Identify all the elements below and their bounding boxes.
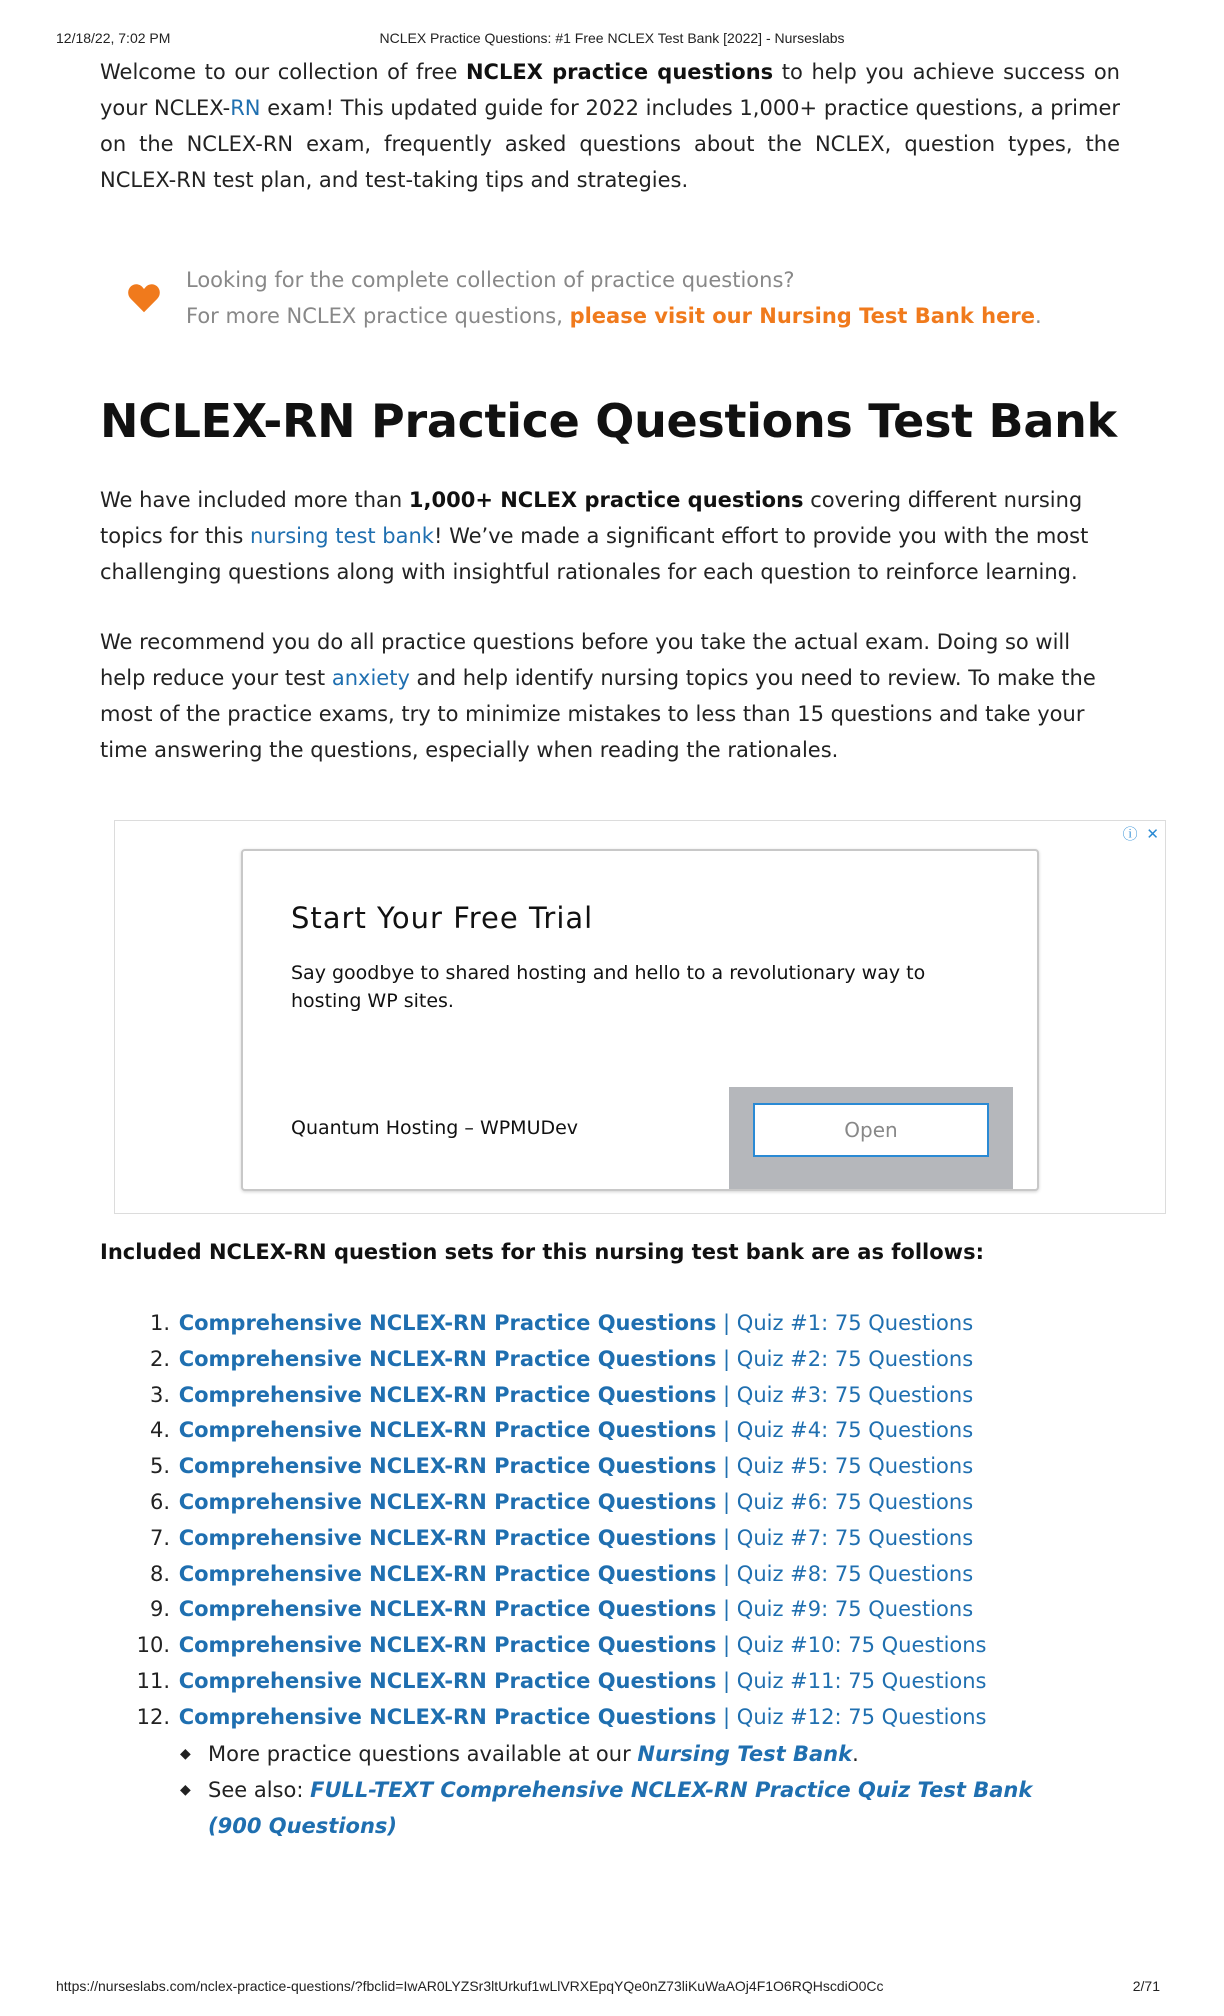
rn-link[interactable]: RN — [230, 96, 261, 120]
para-bold: 1,000+ NCLEX practice questions — [408, 488, 804, 512]
list-number: 1. — [149, 1311, 170, 1335]
quiz-sub-link[interactable]: Quiz #1: 75 Questions — [736, 1311, 974, 1335]
separator: | — [716, 1418, 737, 1443]
quiz-link[interactable]: Comprehensive NCLEX-RN Practice Questions — [178, 1525, 717, 1550]
nursing-test-bank-link[interactable]: nursing test bank — [249, 524, 434, 548]
para2 — [100, 624, 1120, 768]
bullet-icon: ◆ — [180, 1782, 191, 1798]
intro-text: to help you achieve success on your NCLEX- — [100, 60, 1120, 120]
bullet-text: . — [852, 1742, 859, 1766]
intro-paragraph — [100, 54, 1120, 198]
separator: | — [716, 1489, 737, 1514]
print-header — [0, 30, 1224, 52]
notice-text: For more NCLEX practice questions, — [186, 304, 570, 328]
bullet-icon: ◆ — [180, 1746, 191, 1762]
list-item — [100, 1306, 987, 1342]
list-number: 5. — [149, 1454, 170, 1479]
quiz-sub-link[interactable]: Quiz #7: 75 Questions — [736, 1525, 974, 1550]
more-links-list — [180, 1736, 1080, 1844]
ad-sponsor: Quantum Hosting – WPMUDev — [291, 1117, 579, 1139]
intro-text: exam! This updated guide for 2022 includes 1,000+ practice questions, a primer on the NCLEX-RN exam, frequently asked questions about the NCLEX, question types, the NCLEX-RN test plan, and test-taking tips and strategies. — [100, 96, 1120, 192]
print-title: NCLEX Practice Questions: #1 Free NCLEX Test Bank [2022] - Nurseslabs — [379, 30, 845, 46]
notice-line1: Looking for the complete collection of practice questions? — [186, 268, 795, 292]
list-number: 9. — [149, 1597, 170, 1622]
list-number: 7. — [149, 1525, 170, 1550]
intro-text: Welcome to our collection of free — [100, 60, 466, 84]
notice-text: . — [1034, 304, 1042, 328]
ad-description: Say goodbye to shared hosting and hello to a revolutionary way to hosting WP sites. — [291, 962, 926, 1012]
quiz-link[interactable]: Comprehensive NCLEX-RN Practice Questions — [178, 1454, 717, 1479]
quiz-link[interactable]: Comprehensive NCLEX-RN Practice Questions — [178, 1418, 717, 1443]
list-number: 3. — [149, 1382, 170, 1407]
page-heading: NCLEX-RN Practice Questions Test Bank — [100, 394, 1117, 448]
quiz-link[interactable]: Comprehensive NCLEX-RN Practice Questions — [178, 1346, 717, 1371]
test-bank-notice — [126, 262, 1126, 342]
list-item — [100, 1521, 987, 1557]
quiz-sub-link[interactable]: Quiz #2: 75 Questions — [736, 1346, 974, 1371]
question-sets-heading: Included NCLEX-RN question sets for this nursing test bank are as follows: — [100, 1240, 984, 1264]
quiz-list — [100, 1306, 987, 1736]
para-text: and help identify nursing topics you need to review. To make the most of the practice exams, try to minimize mistakes to less than 15 questions and take your time answering the questions, especially when reading the rationales. — [100, 666, 1096, 762]
page-number: 2/71 — [1132, 1978, 1160, 1994]
list-item — [100, 1378, 987, 1414]
intro-bold: NCLEX practice questions — [465, 60, 774, 84]
separator: | — [716, 1668, 737, 1693]
list-item — [100, 1413, 987, 1449]
quiz-sub-link[interactable]: Quiz #12: 75 Questions — [736, 1704, 987, 1729]
list-item — [180, 1736, 1080, 1772]
list-item — [100, 1700, 987, 1736]
quiz-sub-link[interactable]: Quiz #4: 75 Questions — [736, 1418, 974, 1443]
quiz-sub-link[interactable]: Quiz #11: 75 Questions — [736, 1668, 987, 1693]
quiz-sub-link[interactable]: Quiz #10: 75 Questions — [736, 1633, 987, 1658]
bullet-text: See also: — [208, 1778, 311, 1802]
print-footer — [0, 1978, 1224, 2000]
para-text: We recommend you do all practice questions before you take the actual exam. Doing so will help reduce your test — [100, 630, 1071, 690]
separator: | — [716, 1597, 737, 1622]
para-text: ! We’ve made a significant effort to provide you with the most challenging questions along with insightful rationales for each question to reinforce learning. — [100, 524, 1089, 584]
separator: | — [716, 1704, 737, 1729]
quiz-link[interactable]: Comprehensive NCLEX-RN Practice Questions — [178, 1668, 717, 1693]
quiz-sub-link[interactable]: Quiz #5: 75 Questions — [736, 1454, 974, 1479]
list-item — [100, 1449, 987, 1485]
print-url: https://nurseslabs.com/nclex-practice-questions/?fbclid=IwAR0LYZSr3ltUrkuf1wLlVRXEpqYQe0nZ73liKuWaAOj4F1O6RQHscdiO0Cc — [56, 1978, 884, 1994]
anxiety-link[interactable]: anxiety — [331, 666, 410, 690]
list-item — [100, 1342, 987, 1378]
list-item — [100, 1664, 987, 1700]
ad-button-area — [729, 1087, 1013, 1189]
notice-line2 — [186, 298, 1042, 334]
list-number: 12. — [136, 1704, 170, 1729]
ad-title: Start Your Free Trial — [291, 901, 594, 935]
para-text: We have included more than — [100, 488, 409, 512]
separator: | — [716, 1311, 737, 1335]
quiz-link[interactable]: Comprehensive NCLEX-RN Practice Questions — [178, 1597, 717, 1622]
quiz-sub-link[interactable]: Quiz #6: 75 Questions — [736, 1489, 974, 1514]
intro-section — [100, 54, 1120, 198]
test-bank-link[interactable]: please visit our Nursing Test Bank here — [569, 304, 1035, 328]
para1 — [100, 482, 1120, 590]
quiz-link[interactable]: Comprehensive NCLEX-RN Practice Questions — [178, 1704, 717, 1729]
list-number: 11. — [136, 1668, 170, 1693]
quiz-sub-link[interactable]: Quiz #9: 75 Questions — [736, 1597, 974, 1622]
separator: | — [716, 1561, 737, 1586]
print-date: 12/18/22, 7:02 PM — [56, 30, 171, 46]
ad-choices-icon[interactable]: ⓘ ✕ — [1122, 825, 1161, 843]
separator: | — [716, 1633, 737, 1658]
list-number: 10. — [136, 1633, 170, 1658]
separator: | — [716, 1454, 737, 1479]
ad-card[interactable] — [241, 849, 1039, 1191]
list-item — [100, 1628, 987, 1664]
quiz-sub-link[interactable]: Quiz #3: 75 Questions — [736, 1382, 974, 1407]
list-number: 8. — [149, 1561, 170, 1586]
list-item — [100, 1485, 987, 1521]
quiz-link[interactable]: Comprehensive NCLEX-RN Practice Questions — [178, 1561, 717, 1586]
quiz-sub-link[interactable]: Quiz #8: 75 Questions — [736, 1561, 974, 1586]
separator: | — [716, 1382, 737, 1407]
nursing-test-bank-link[interactable]: Nursing Test Bank — [637, 1742, 853, 1766]
advertisement — [114, 820, 1166, 1214]
list-item — [180, 1772, 1080, 1844]
list-item — [100, 1557, 987, 1593]
separator: | — [716, 1346, 737, 1371]
list-number: 2. — [149, 1346, 170, 1371]
full-text-quiz-link[interactable]: FULL-TEXT Comprehensive NCLEX-RN Practice Quiz Test Bank (900 Questions) — [208, 1778, 1033, 1838]
para-text: covering different nursing topics for this — [100, 488, 1083, 548]
bullet-text: More practice questions available at our — [208, 1742, 638, 1766]
heart-icon — [126, 280, 162, 316]
para2-section — [100, 624, 1120, 768]
quiz-link[interactable]: Comprehensive NCLEX-RN Practice Questions — [178, 1311, 717, 1335]
ad-open-button[interactable]: Open — [753, 1103, 989, 1157]
quiz-link[interactable]: Comprehensive NCLEX-RN Practice Questions — [178, 1489, 717, 1514]
list-number: 6. — [149, 1489, 170, 1514]
quiz-link[interactable]: Comprehensive NCLEX-RN Practice Questions — [178, 1382, 717, 1407]
list-number: 4. — [149, 1418, 170, 1443]
para1-section — [100, 482, 1120, 590]
list-item — [100, 1592, 987, 1628]
quiz-link[interactable]: Comprehensive NCLEX-RN Practice Questions — [178, 1633, 717, 1658]
separator: | — [716, 1525, 737, 1550]
